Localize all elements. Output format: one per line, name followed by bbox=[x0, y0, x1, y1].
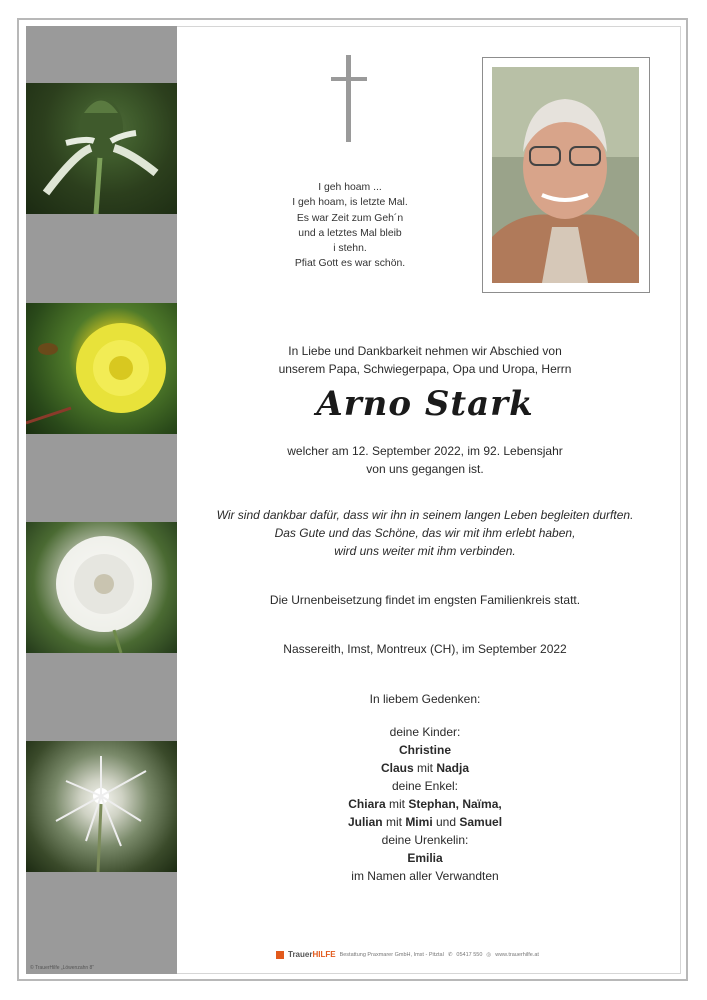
connector-word: mit bbox=[388, 797, 405, 811]
gratitude-line: Wir sind dankbar dafür, dass wir ihn in seinem langen Leben begleiten durften. bbox=[216, 508, 634, 522]
family-name: Emilia bbox=[407, 851, 443, 865]
poem-line: I geh hoam ... bbox=[318, 182, 382, 193]
poem-line: Pfiat Gott es war schön. bbox=[294, 258, 406, 270]
poem-line: und a letztes Mal bleib bbox=[298, 227, 402, 239]
memorial-heading: In liebem Gedenken: bbox=[369, 692, 481, 706]
family-name: Mimi bbox=[405, 815, 433, 829]
deceased-name: Arno Stark bbox=[316, 384, 534, 424]
web-icon: ◎ bbox=[486, 951, 492, 958]
family-name: Stephan bbox=[408, 797, 456, 811]
dandelion-flower-photo bbox=[26, 303, 177, 434]
connector-word: mit bbox=[417, 761, 433, 775]
family-name: Naïma bbox=[462, 797, 499, 811]
connector-word: und bbox=[436, 815, 457, 829]
cross-icon bbox=[331, 55, 367, 142]
death-notice bbox=[185, 442, 665, 478]
family-list: deine Kinder: Christine Claus mit Nadja deine Enkel: Chiara mit Stephan, Naïma, Julian mit Mimi und Samuel deine Urenkelin: Emilia im Namen aller Verwandten bbox=[185, 723, 665, 885]
copyright-note: © TrauerHilfe „Löwenzahn 8“ bbox=[30, 965, 94, 971]
website[interactable]: www.trauerhilfe.at bbox=[495, 951, 539, 958]
great-grandchildren-label: deine Urenkelin: bbox=[381, 833, 469, 847]
family-name: Claus bbox=[380, 761, 414, 775]
family-name: Chiara bbox=[348, 797, 386, 811]
family-name: Samuel bbox=[459, 815, 503, 829]
gratitude-text bbox=[185, 506, 665, 560]
portrait-frame bbox=[482, 57, 650, 293]
relatives-line: im Namen aller Verwandten bbox=[351, 869, 499, 883]
place-date: Nassereith, Imst, Montreux (CH), im September 2022 bbox=[283, 642, 567, 656]
portrait-photo bbox=[492, 67, 639, 283]
phone-number: 05417 550 bbox=[456, 951, 483, 958]
company-name: Bestattung Praxmarer GmbH, Imst - Pitztal bbox=[339, 951, 444, 958]
family-name: Nadja bbox=[436, 761, 470, 775]
intro-line: In Liebe und Dankbarkeit nehmen wir Abschied von bbox=[288, 344, 562, 358]
intro-text bbox=[185, 342, 665, 378]
poem bbox=[270, 180, 430, 272]
burial-notice: Die Urnenbeisetzung findet im engsten Familienkreis statt. bbox=[269, 593, 581, 607]
children-label: deine Kinder: bbox=[389, 725, 461, 739]
poem-line: I geh hoam, is letzte Mal. bbox=[292, 197, 408, 209]
grandchildren-label: deine Enkel: bbox=[391, 779, 459, 793]
family-name: Julian bbox=[347, 815, 383, 829]
poem-line: Es war Zeit zum Geh´n bbox=[296, 212, 404, 224]
logo-text: TrauerHILFE bbox=[288, 950, 336, 959]
gratitude-line: Das Gute und das Schöne, das wir mit ihm erlebt haben, bbox=[274, 526, 576, 540]
connector-word: mit bbox=[385, 815, 402, 829]
trauerhilfe-logo-icon bbox=[276, 951, 284, 959]
death-line: welcher am 12. September 2022, im 92. Lebensjahr bbox=[287, 444, 563, 458]
death-line: von uns gegangen ist. bbox=[366, 462, 484, 476]
poem-line: i stehn. bbox=[333, 243, 367, 255]
phone-icon: ✆ bbox=[447, 951, 453, 958]
dandelion-bud-photo bbox=[26, 83, 177, 214]
family-name: Christine bbox=[398, 743, 451, 757]
gratitude-line: wird uns weiter mit ihm verbinden. bbox=[334, 544, 516, 558]
dandelion-seedhead-photo bbox=[26, 522, 177, 653]
footer-branding bbox=[276, 950, 539, 959]
intro-line: unserem Papa, Schwiegerpapa, Opa und Uropa, Herrn bbox=[278, 362, 572, 376]
dandelion-blown-photo bbox=[26, 741, 177, 872]
